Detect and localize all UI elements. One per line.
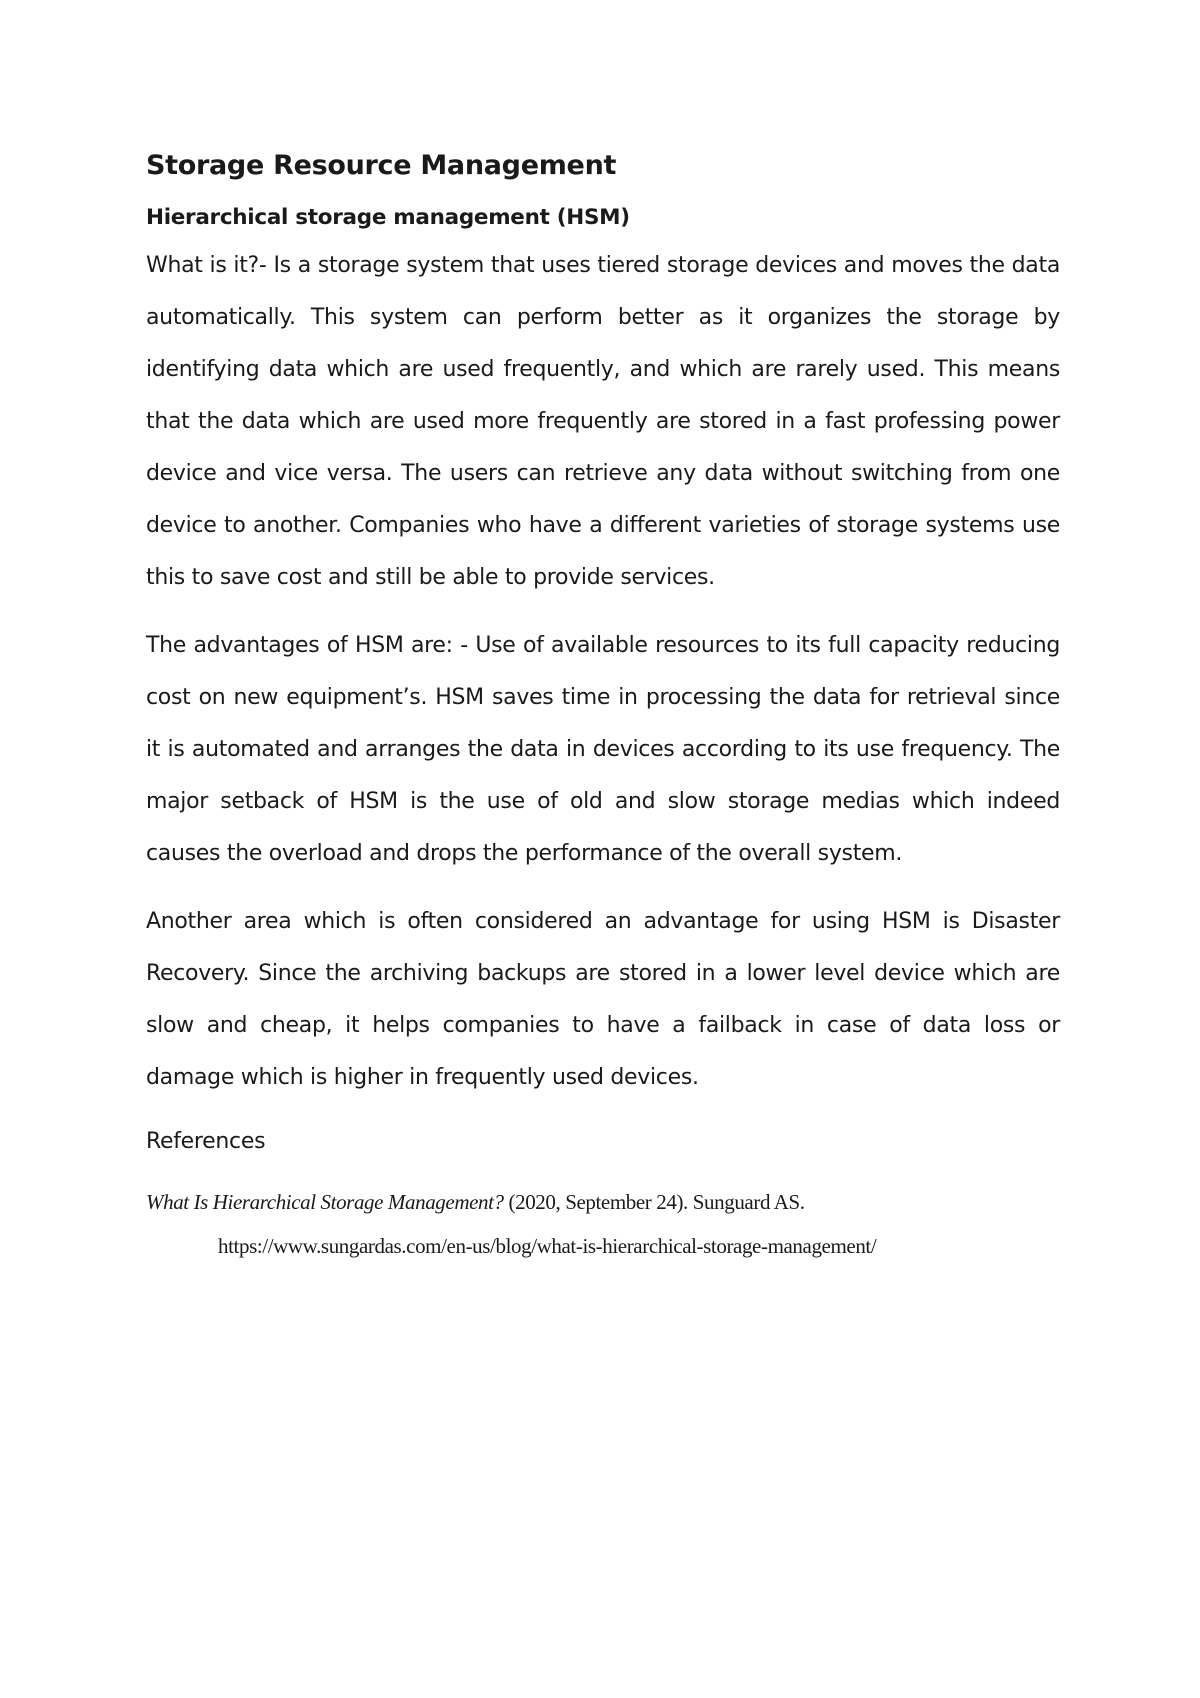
section-subtitle: Hierarchical storage management (HSM): [146, 205, 630, 230]
references-heading: References: [146, 1129, 266, 1154]
reference-title: What Is Hierarchical Storage Management?: [146, 1190, 504, 1214]
reference-citation: [146, 1178, 1060, 1226]
reference-url: https://www.sungardas.com/en-us/blog/what-is-hierarchical-storage-management/: [218, 1234, 877, 1258]
document-title: Storage Resource Management: [146, 150, 617, 181]
document-body: [146, 146, 1060, 1266]
paragraph-disaster-recovery: Another area which is often considered an advantage for using HSM is Disaster Recovery. Since the archiving backups are stored in a lower level device which are slow and cheap, it helps companies to have a failback in case of data loss or damage which is higher in frequently used devices.: [146, 909, 1060, 1090]
paragraph-what-is-it: What is it?- Is a storage system that uses tiered storage devices and moves the data automatically. This system can perform better as it organizes the storage by identifying data which are used frequently, and which are rarely used. This means that the data which are used more frequently are stored in a fast professing power device and vice versa. The users can retrieve any data without switching from one device to another. Companies who have a different varieties of storage systems use this to save cost and still be able to provide services.: [146, 253, 1060, 590]
paragraph-advantages: The advantages of HSM are: - Use of available resources to its full capacity reducing cost on new equipment’s. HSM saves time in processing the data for retrieval since it is automated and arranges the data in devices according to its use frequency. The major setback of HSM is the use of old and slow storage medias which indeed causes the overload and drops the performance of the overall system.: [146, 633, 1060, 866]
reference-details: (2020, September 24). Sunguard AS.: [503, 1190, 805, 1214]
